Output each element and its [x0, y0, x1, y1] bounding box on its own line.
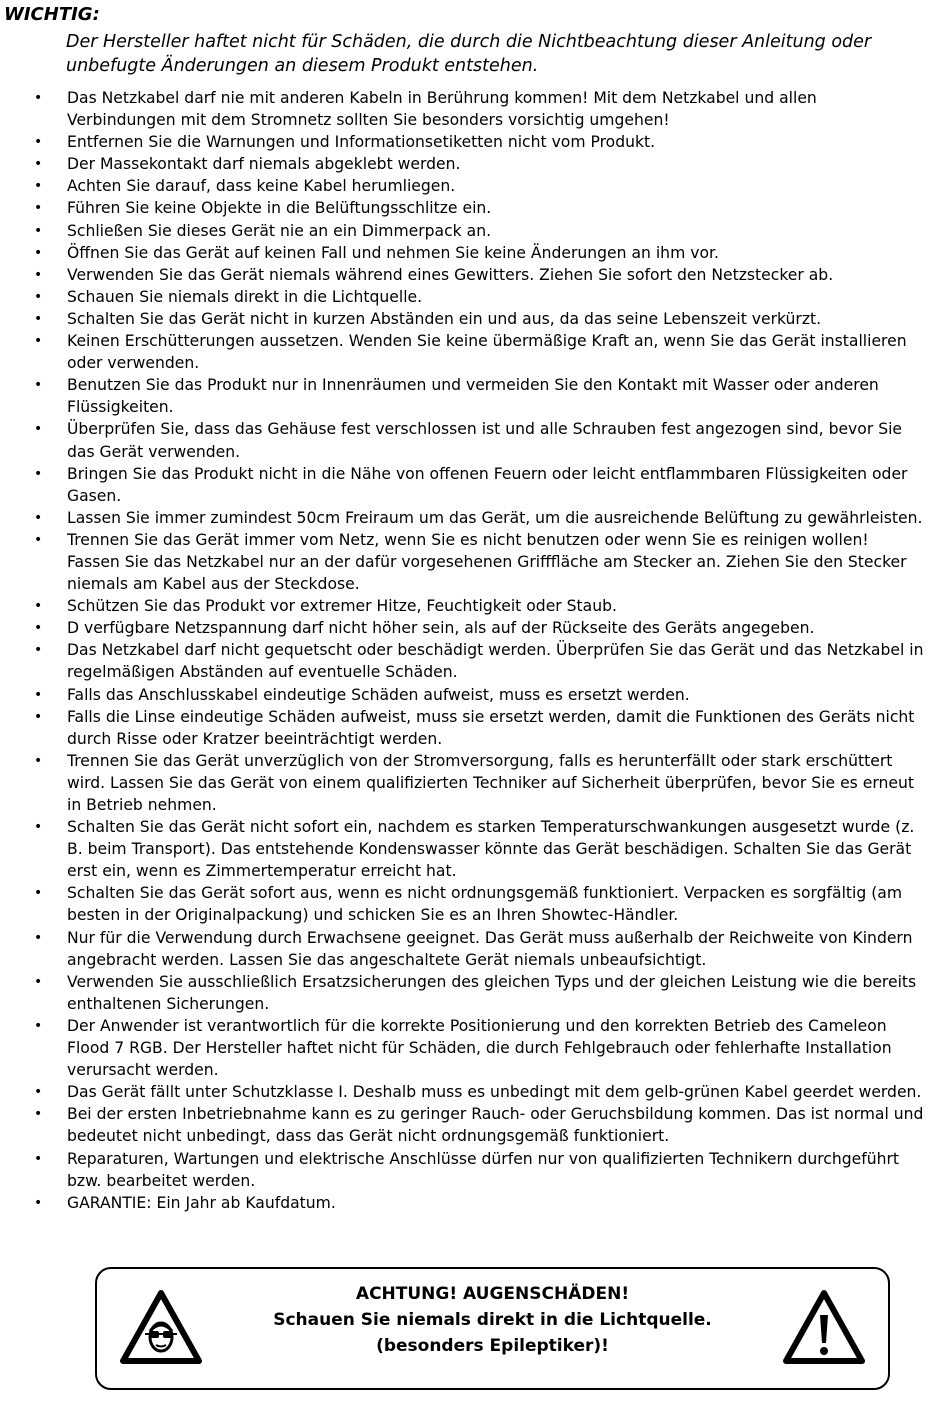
list-item-text: Schalten Sie das Gerät nicht in kurzen Abständen ein und aus, da das seine Lebenszeit verkürzt. [67, 309, 822, 328]
list-item-text: Lassen Sie immer zumindest 50cm Freiraum um das Gerät, um die ausreichende Belüftung zu gewährleisten. [67, 508, 923, 527]
list-item-text: Bei der ersten Inbetriebnahme kann es zu geringer Rauch- oder Geruchsbildung kommen. Das ist normal und bedeutet nicht unbedingt, dass das Gerät nicht ordnungsgemäß funktioniert. [67, 1105, 924, 1146]
list-item [0, 617, 950, 639]
list-item-text: Das Gerät fällt unter Schutzklasse I. Deshalb muss es unbedingt mit dem gelb-grünen Kabel geerdet werden. [67, 1083, 922, 1102]
eye-protection-warning-icon [119, 1289, 203, 1365]
list-item-text: Benutzen Sie das Produkt nur in Innenräumen und vermeiden Sie den Kontakt mit Wasser oder anderen Flüssigkeiten. [67, 376, 879, 417]
bullet-symbol: • [34, 509, 43, 526]
list-item [0, 529, 950, 595]
bullet-symbol: • [34, 752, 43, 769]
list-item [0, 927, 950, 971]
list-item-text: Achten Sie darauf, dass keine Kabel herumliegen. [67, 177, 456, 196]
list-item [0, 1148, 950, 1192]
list-item-text: Überprüfen Sie, dass das Gehäuse fest verschlossen ist und alle Schrauben fest angezogen sind, bevor Sie das Gerät verwenden. [67, 420, 903, 461]
bullet-symbol: • [34, 531, 43, 548]
list-item-text: Nur für die Verwendung durch Erwachsene geeignet. Das Gerät muss außerhalb der Reichweite von Kindern angebracht werden. Lassen Sie das angeschaltete Gerät niemals unbeaufsichtigt. [67, 928, 913, 969]
list-item [0, 684, 950, 706]
eye-damage-warning-box [95, 1267, 890, 1390]
list-item-text: Verwenden Sie ausschließlich Ersatzsicherungen des gleichen Typs und der gleichen Leistung wie die bereits enthaltenen Sicherungen. [67, 972, 917, 1013]
list-item [0, 639, 950, 683]
list-item [0, 418, 950, 462]
list-item-text: Falls das Anschlusskabel eindeutige Schäden aufweist, muss es ersetzt werden. [67, 685, 690, 704]
list-item [0, 131, 950, 153]
list-item [0, 286, 950, 308]
list-item [0, 463, 950, 507]
bullet-symbol: • [34, 1084, 43, 1101]
list-item-text: Der Anwender ist verantwortlich für die korrekte Positionierung und den korrekten Betrieb des Cameleon Flood 7 RGB. Der Hersteller haftet nicht für Schäden, die durch Fehlgebrauch oder fehlerhafte Installation verursacht werden. [67, 1016, 892, 1080]
safety-instructions-list [0, 87, 950, 1214]
intro-paragraph: Der Hersteller haftet nicht für Schäden, die durch die Nichtbeachtung dieser Anleitung oder unbefugte Änderungen an diesem Produkt entstehen. [66, 32, 872, 76]
bullet-symbol: • [34, 642, 43, 659]
list-item [0, 197, 950, 219]
bullet-symbol: • [34, 885, 43, 902]
list-item [0, 308, 950, 330]
warning-text [247, 1281, 738, 1359]
bullet-symbol: • [34, 333, 43, 350]
exclamation-warning-icon [782, 1289, 866, 1365]
bullet-symbol: • [34, 421, 43, 438]
list-item [0, 706, 950, 750]
list-item [0, 971, 950, 1015]
list-item [0, 1015, 950, 1081]
warning-line-3: (besonders Epileptiker)! [376, 1336, 609, 1356]
warning-line-2: Schauen Sie niemals direkt in die Lichtquelle. [273, 1310, 712, 1330]
bullet-symbol: • [34, 244, 43, 261]
list-item [0, 816, 950, 882]
bullet-symbol: • [34, 1194, 43, 1211]
list-item [0, 595, 950, 617]
list-item [0, 507, 950, 529]
list-item-text: Öffnen Sie das Gerät auf keinen Fall und nehmen Sie keine Änderungen an ihm vor. [67, 243, 719, 262]
bullet-symbol: • [34, 1106, 43, 1123]
bullet-symbol: • [34, 708, 43, 725]
list-item [0, 220, 950, 242]
list-item-text: Schalten Sie das Gerät nicht sofort ein, nachdem es starken Temperaturschwankungen ausgesetzt wurde (z. B. beim Transport). Das entstehende Kondenswasser könnte das Gerät beschädigen. Schalten Sie das Gerät erst ein, wenn es Zimmertemperatur erreicht hat. [67, 818, 915, 881]
list-item-text: Schließen Sie dieses Gerät nie an ein Dimmerpack an. [67, 221, 492, 240]
bullet-symbol: • [34, 686, 43, 703]
list-item [0, 882, 950, 926]
list-item-text: Verwenden Sie das Gerät niemals während eines Gewitters. Ziehen Sie sofort den Netzstecker ab. [67, 265, 834, 284]
warning-title: ACHTUNG! AUGENSCHÄDEN! [355, 1284, 630, 1304]
bullet-symbol: • [34, 598, 43, 615]
list-item-text: Das Netzkabel darf nicht gequetscht oder beschädigt werden. Überprüfen Sie das Gerät und das Netzkabel in regelmäßigen Abständen auf eventuelle Schäden. [67, 641, 924, 682]
list-item-text: Bringen Sie das Produkt nicht in die Nähe von offenen Feuern oder leicht entflammbaren Flüssigkeiten oder Gasen. [67, 464, 908, 505]
list-item-text: Führen Sie keine Objekte in die Belüftungsschlitze ein. [67, 199, 492, 218]
list-item [0, 175, 950, 197]
bullet-symbol: • [34, 310, 43, 327]
bullet-symbol: • [34, 377, 43, 394]
list-item [0, 330, 950, 374]
list-item-text: Trennen Sie das Gerät immer vom Netz, wenn Sie es nicht benutzen oder wenn Sie es reinigen wollen! Fassen Sie das Netzkabel nur an der dafür vorgesehenen Grifffläche am Stecker an. Ziehen Sie den Stecker niemals am Kabel aus der Steckdose. [67, 530, 907, 594]
bullet-symbol: • [34, 178, 43, 195]
bullet-symbol: • [34, 819, 43, 836]
list-item-text: Schützen Sie das Produkt vor extremer Hitze, Feuchtigkeit oder Staub. [67, 597, 617, 616]
bullet-symbol: • [34, 266, 43, 283]
list-item-text: Reparaturen, Wartungen und elektrische Anschlüsse dürfen nur von qualifizierten Technikern durchgeführt bzw. bearbeitet werden. [67, 1149, 900, 1190]
list-item-text: Schauen Sie niemals direkt in die Lichtquelle. [67, 287, 423, 306]
list-item-text: D verfügbare Netzspannung darf nicht höher sein, als auf der Rückseite des Geräts angegeben. [67, 619, 815, 638]
bullet-symbol: • [34, 156, 43, 173]
list-item [0, 242, 950, 264]
bullet-symbol: • [34, 620, 43, 637]
bullet-symbol: • [34, 929, 43, 946]
list-item-text: Entfernen Sie die Warnungen und Informationsetiketten nicht vom Produkt. [67, 133, 656, 152]
bullet-symbol: • [34, 200, 43, 217]
bullet-symbol: • [34, 1017, 43, 1034]
bullet-symbol: • [34, 1150, 43, 1167]
bullet-symbol: • [34, 973, 43, 990]
list-item [0, 750, 950, 816]
list-item-text: GARANTIE: Ein Jahr ab Kaufdatum. [67, 1193, 336, 1212]
bullet-symbol: • [34, 465, 43, 482]
list-item-text: Falls die Linse eindeutige Schäden aufweist, muss sie ersetzt werden, damit die Funktionen des Geräts nicht durch Risse oder Kratzer beeinträchtigt werden. [67, 707, 915, 748]
list-item [0, 1081, 950, 1103]
section-heading: WICHTIG: [4, 4, 100, 25]
list-item [0, 1192, 950, 1214]
list-item [0, 153, 950, 175]
bullet-symbol: • [34, 222, 43, 239]
list-item [0, 1103, 950, 1147]
list-item-text: Der Massekontakt darf niemals abgeklebt werden. [67, 155, 461, 174]
list-item [0, 264, 950, 286]
bullet-symbol: • [34, 134, 43, 151]
list-item [0, 374, 950, 418]
list-item-text: Keinen Erschütterungen aussetzen. Wenden Sie keine übermäßige Kraft an, wenn Sie das Gerät installieren oder verwenden. [67, 332, 907, 373]
list-item-text: Schalten Sie das Gerät sofort aus, wenn es nicht ordnungsgemäß funktioniert. Verpacken es sorgfältig (am besten in der Originalpackung) und schicken Sie es an Ihren Showtec-Händler. [67, 884, 903, 925]
bullet-symbol: • [34, 288, 43, 305]
list-item [0, 87, 950, 131]
list-item-text: Das Netzkabel darf nie mit anderen Kabeln in Berührung kommen! Mit dem Netzkabel und allen Verbindungen mit dem Stromnetz sollten Sie besonders vorsichtig umgehen! [67, 89, 817, 130]
list-item-text: Trennen Sie das Gerät unverzüglich von der Stromversorgung, falls es herunterfällt oder stark erschüttert wird. Lassen Sie das Gerät von einem qualifizierten Techniker auf Sicherheit überprüfen, bevor Sie es erneut in Betrieb nehmen. [67, 751, 914, 814]
bullet-symbol: • [34, 90, 43, 106]
